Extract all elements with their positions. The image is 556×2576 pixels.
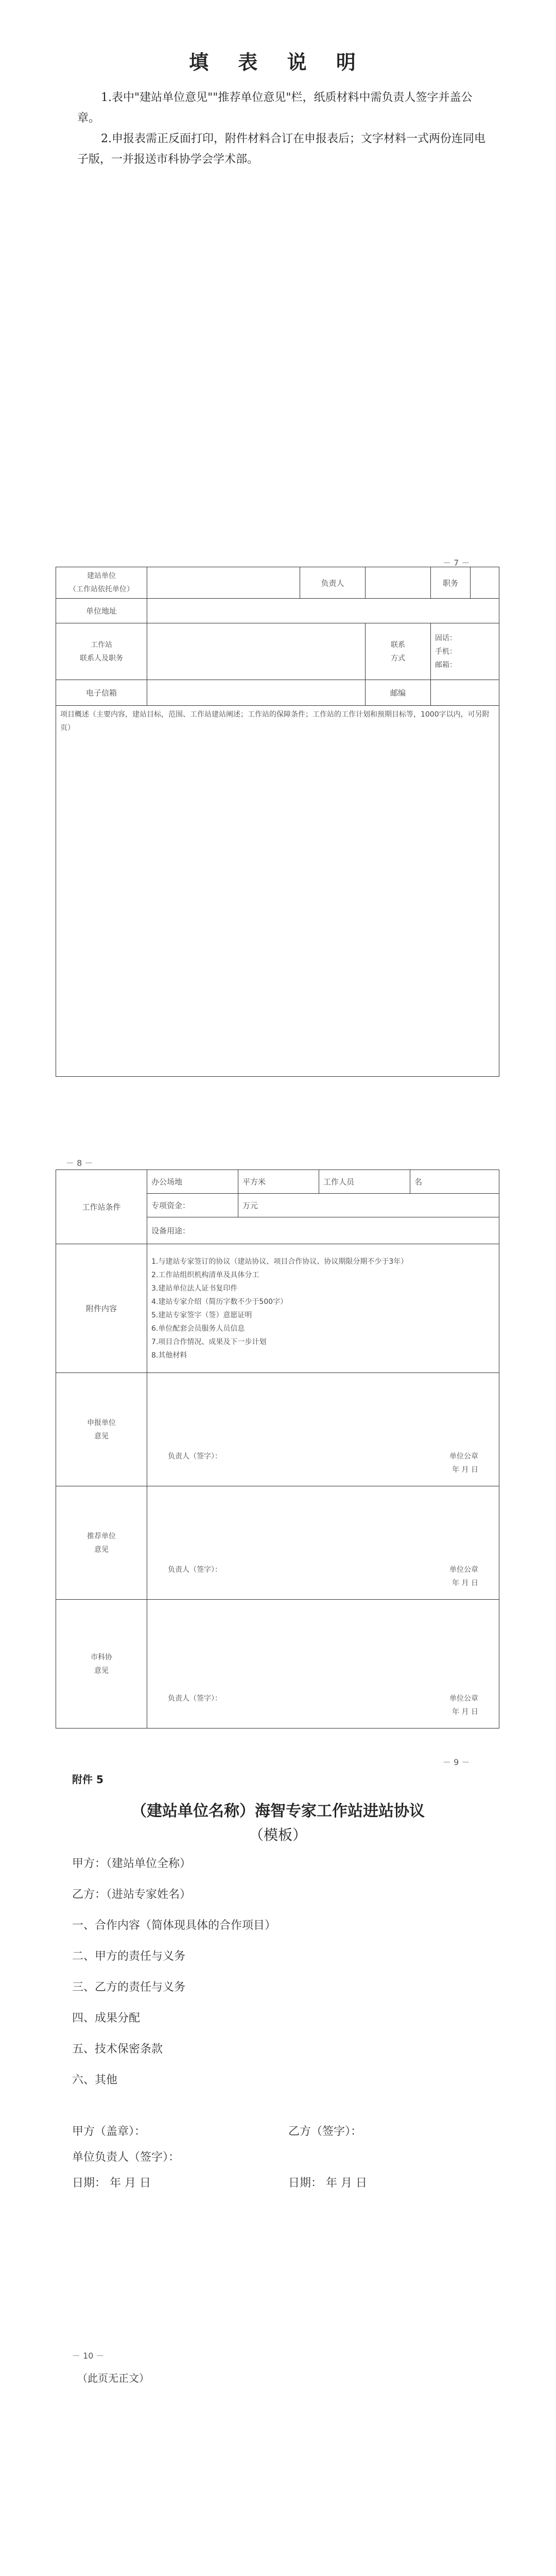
clause-4: 四、成果分配 bbox=[72, 2012, 141, 2025]
stamp-label: 单位公章 bbox=[449, 1566, 478, 1574]
agreement-title: （建站单位名称）海智专家工作站进站协议 bbox=[131, 1802, 425, 1820]
attach-item: 8.其他材料 bbox=[151, 1351, 187, 1360]
party-b: 乙方：（进站专家姓名） bbox=[72, 1888, 192, 1901]
application-form-table bbox=[56, 567, 499, 1077]
page-number-7: － 7 － bbox=[443, 558, 470, 568]
clause-3: 三、乙方的责任与义务 bbox=[72, 1981, 186, 1994]
leader-sign: 单位负责人（签字）： bbox=[72, 2151, 180, 2164]
contact-field[interactable] bbox=[147, 623, 366, 680]
recommender-opinion-label: 推荐单位 意见 bbox=[56, 1486, 147, 1600]
stamp-label: 单位公章 bbox=[449, 1452, 478, 1461]
attachment-label: 附件 5 bbox=[72, 1773, 103, 1786]
stamp-label: 单位公章 bbox=[449, 1694, 478, 1703]
staff-unit: 名 bbox=[410, 1170, 499, 1194]
position-label: 职务 bbox=[431, 567, 471, 599]
web-label: 电子信箱 bbox=[56, 680, 147, 706]
date-label: 年 月 日 bbox=[452, 1579, 478, 1587]
recommender-opinion-field[interactable] bbox=[147, 1486, 499, 1600]
web-field[interactable] bbox=[147, 680, 366, 706]
post-label: 邮编 bbox=[366, 680, 431, 706]
applicant-opinion-label: 申报单位 意见 bbox=[56, 1373, 147, 1486]
clause-5: 五、技术保密条款 bbox=[72, 2043, 163, 2056]
office-label: 办公场地 bbox=[147, 1170, 238, 1194]
page-number-9: － 9 － bbox=[443, 1757, 470, 1767]
page-title: 填 表 说 明 bbox=[189, 50, 367, 74]
attach-item: 2.工作站组织机构清单及具体分工 bbox=[151, 1270, 259, 1279]
attach-item: 6.单位配套会员服务人员信息 bbox=[151, 1324, 245, 1333]
date-a: 日期： 年 月 日 bbox=[72, 2177, 151, 2190]
page-number-8: － 8 － bbox=[66, 1158, 93, 1168]
address-label: 单位地址 bbox=[56, 599, 147, 623]
phone-label: 固话： bbox=[435, 634, 457, 642]
attach-item: 1.与建站专家签订的协议（建站协议、项目合作协议、协议期限分期不少于3年） bbox=[151, 1257, 408, 1266]
project-overview[interactable]: 项目概述（主要内容，建站目标，范围、工作站建站阐述；工作站的保障条件；工作站的工作计划和预期目标等，1000字以内，可另附页） bbox=[56, 706, 499, 1077]
leader-field[interactable] bbox=[366, 567, 431, 599]
applicant-opinion-field[interactable] bbox=[147, 1373, 499, 1486]
attach-item: 5.建站专家签字（签）意愿证明 bbox=[151, 1311, 252, 1319]
sign-label: 负责人（签字）： bbox=[168, 1566, 222, 1574]
unit-label: 建站单位 （工作站依托单位） bbox=[56, 567, 147, 599]
party-a: 甲方：（建站单位全称） bbox=[72, 1857, 192, 1870]
post-field[interactable] bbox=[431, 680, 499, 706]
clause-2: 二、甲方的责任与义务 bbox=[72, 1950, 186, 1963]
date-b: 日期： 年 月 日 bbox=[288, 2177, 367, 2190]
sign-b: 乙方（签字）： bbox=[288, 2125, 362, 2138]
equipment-label: 设备用途： bbox=[147, 1217, 499, 1244]
attach-item: 7.项目合作情况、成果及下一步计划 bbox=[151, 1337, 267, 1346]
instruction-2: 2.申报表需正反面打印，附件材料合订在申报表后；文字材料一式两份连同电子版，一并报送市科协学会学术部。 bbox=[77, 132, 485, 166]
email-label: 邮箱： bbox=[435, 660, 457, 669]
fund-label: 专项资金： bbox=[147, 1194, 238, 1217]
mobile-label: 手机： bbox=[435, 647, 457, 656]
leader-label: 负责人 bbox=[300, 567, 366, 599]
clause-1: 一、合作内容（简体现具体的合作项目） bbox=[72, 1919, 276, 1932]
date-label: 年 月 日 bbox=[452, 1466, 478, 1474]
attach-item: 3.建站单位法人证书复印件 bbox=[151, 1284, 238, 1293]
attach-item: 4.建站专家介绍（简历字数不少于500字） bbox=[151, 1297, 288, 1306]
unit-field[interactable] bbox=[147, 567, 300, 599]
blank-page-note: （此页无正文） bbox=[77, 2372, 149, 2384]
contact-methods bbox=[431, 623, 499, 680]
sign-a: 甲方（盖章）： bbox=[72, 2125, 146, 2138]
opinion-form-table bbox=[56, 1170, 499, 1728]
attach-list bbox=[147, 1244, 499, 1373]
contact-label: 工作站 联系人及职务 bbox=[56, 623, 147, 680]
method-label: 联系 方式 bbox=[366, 623, 431, 680]
position-field[interactable] bbox=[471, 567, 499, 599]
sign-label: 负责人（签字）： bbox=[168, 1452, 222, 1461]
association-opinion-field[interactable] bbox=[147, 1600, 499, 1728]
clause-6: 六、其他 bbox=[72, 2074, 118, 2087]
sqm-label: 平方米 bbox=[238, 1170, 319, 1194]
sign-label: 负责人（签字）： bbox=[168, 1694, 222, 1703]
association-opinion-label: 市科协 意见 bbox=[56, 1600, 147, 1728]
page-number-10: － 10 － bbox=[72, 2351, 105, 2361]
instruction-1: 1.表中"建站单位意见""推荐单位意见"栏，纸质材料中需负责人签字并盖公章。 bbox=[77, 91, 473, 125]
attach-label: 附件内容 bbox=[56, 1244, 147, 1373]
staff-label: 工作人员 bbox=[319, 1170, 410, 1194]
date-label: 年 月 日 bbox=[452, 1708, 478, 1716]
agreement-subtitle: （模板） bbox=[249, 1826, 307, 1843]
address-field[interactable] bbox=[147, 599, 499, 623]
conditions-label: 工作站条件 bbox=[56, 1170, 147, 1244]
fund-unit: 万元 bbox=[238, 1194, 499, 1217]
